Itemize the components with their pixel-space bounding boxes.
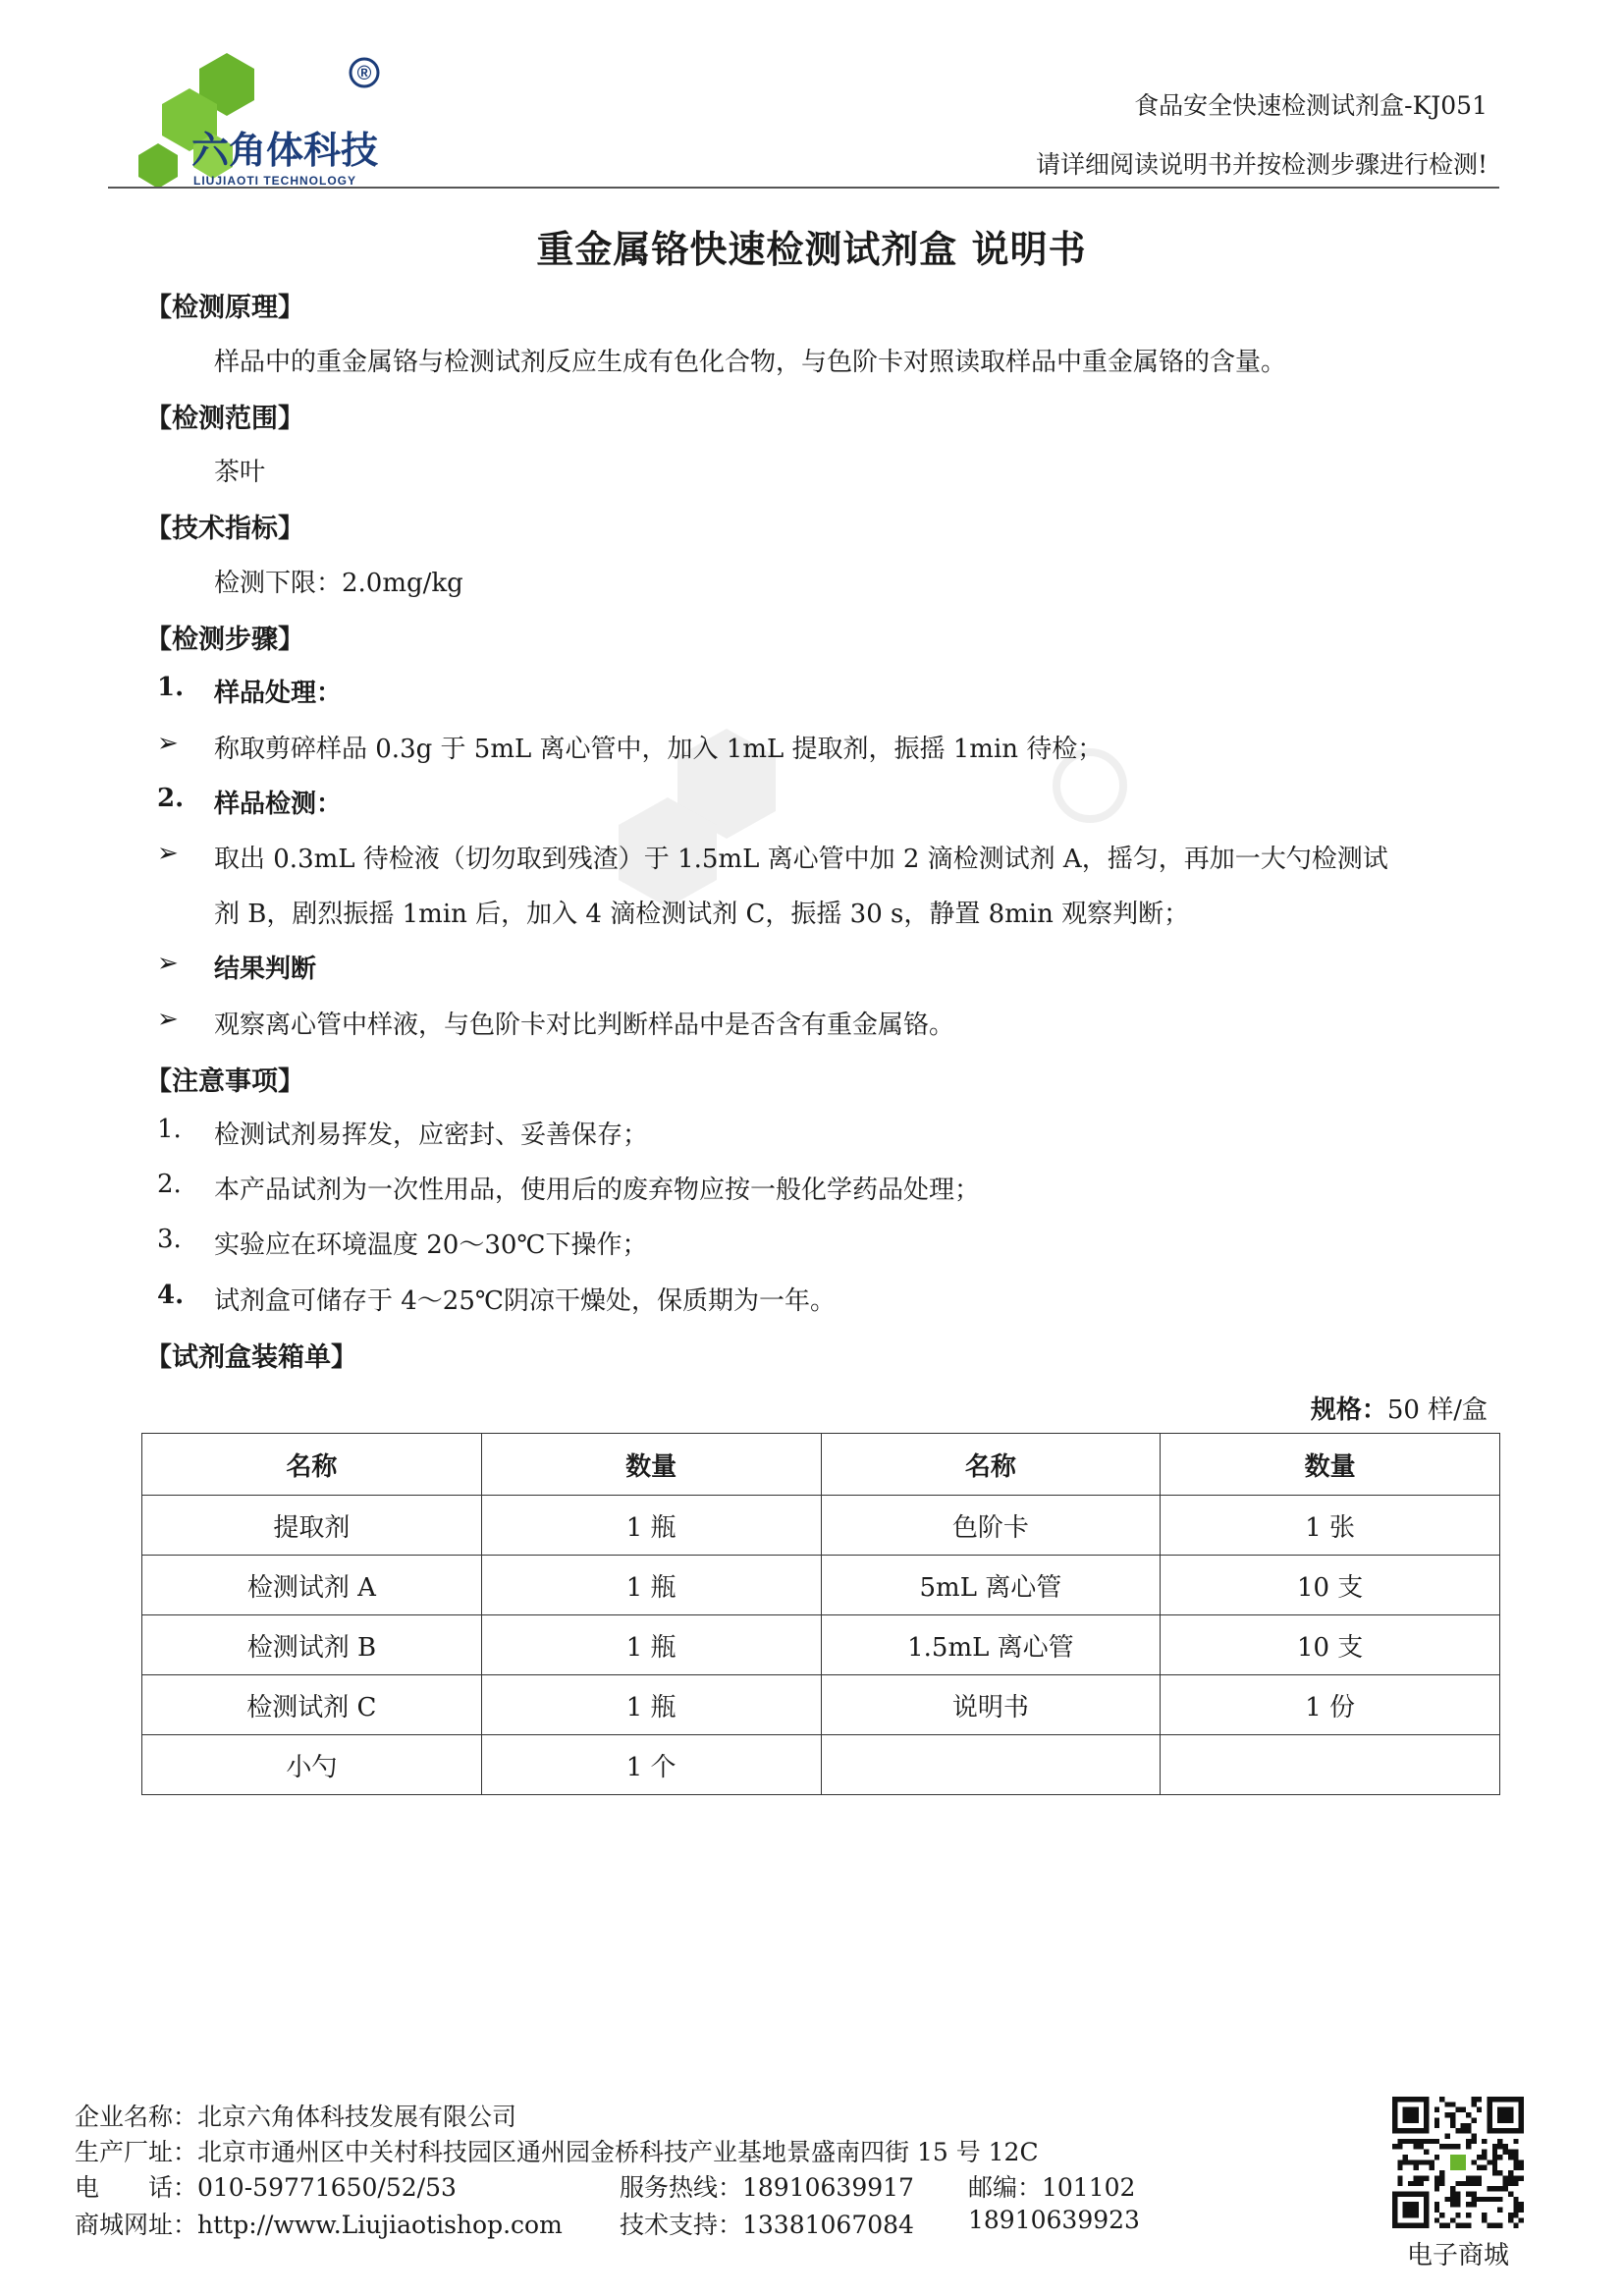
table-cell	[1161, 1735, 1500, 1795]
svg-text:六角体科技: 六角体科技	[191, 129, 379, 172]
scope-heading: 【检测范围】	[145, 404, 304, 434]
table-cell: 小勺	[142, 1735, 482, 1795]
table-cell: 检测试剂 A	[142, 1556, 482, 1615]
table-cell: 色阶卡	[821, 1496, 1161, 1556]
packing-heading: 【试剂盒装箱单】	[145, 1342, 357, 1373]
note-text: 试剂盒可储存于 4～25℃阴凉干燥处，保质期为一年。	[214, 1286, 836, 1316]
step2-number: 2.	[157, 784, 185, 813]
footer-company: 企业名称：北京六角体科技发展有限公司	[75, 2103, 517, 2131]
arrow-bullet-icon: ➢	[157, 949, 179, 978]
product-code-line: 食品安全快速检测试剂盒-KJ051	[1134, 91, 1488, 120]
result-title: 结果判断	[214, 955, 317, 984]
step1-title: 样品处理：	[214, 679, 343, 708]
footer-web-line	[75, 2206, 1140, 2241]
step2-text-line1: 取出 0.3mL 待检液（切勿取到残渣）于 1.5mL 离心管中加 2 滴检测试剂 A，摇匀，再加一大勺检测试	[214, 845, 1388, 874]
note-number: 4.	[157, 1281, 185, 1310]
footer-postcode: 邮编：101102	[968, 2173, 1136, 2202]
header-divider	[108, 187, 1499, 189]
hexagon-logo-icon	[133, 49, 388, 196]
footer-contact-line	[75, 2168, 1136, 2204]
watermark-logo	[599, 727, 1149, 1041]
spec-value: 50 样/盒	[1386, 1395, 1488, 1425]
table-row	[142, 1615, 1500, 1675]
table-row	[142, 1556, 1500, 1615]
footer-address: 生产厂址：北京市通州区中关村科技园区通州园金桥科技产业基地景盛南四街 15 号 12C	[75, 2138, 1039, 2166]
arrow-bullet-icon: ➢	[157, 1005, 179, 1034]
scope-text: 茶叶	[214, 458, 266, 487]
note-text: 本产品试剂为一次性用品，使用后的废弃物应按一般化学药品处理；	[214, 1175, 981, 1205]
principle-text: 样品中的重金属铬与检测试剂反应生成有色化合物，与色阶卡对照读取样品中重金属铬的含量。	[214, 348, 1287, 377]
note-number: 3.	[157, 1225, 182, 1254]
company-logo	[133, 49, 388, 196]
table-cell: 1 张	[1161, 1496, 1500, 1556]
qr-label: 电子商城	[1406, 2241, 1509, 2270]
step1-text: 称取剪碎样品 0.3g 于 5mL 离心管中，加入 1mL 提取剂，振摇 1min 待检；	[214, 735, 1104, 764]
note-text: 检测试剂易挥发，应密封、妥善保存；	[214, 1121, 649, 1150]
qr-code-icon[interactable]	[1392, 2097, 1524, 2228]
watermark-icon	[599, 727, 1149, 1041]
principle-heading: 【检测原理】	[145, 293, 304, 323]
table-cell: 10 支	[1161, 1615, 1500, 1675]
step2-text-line2: 剂 B，剧烈振摇 1min 后，加入 4 滴检测试剂 C，振摇 30 s，静置 8min 观察判断；	[214, 900, 1190, 929]
note-text: 实验应在环境温度 20～30℃下操作；	[214, 1230, 648, 1260]
column-header: 名称	[142, 1434, 482, 1496]
column-header: 数量	[481, 1434, 821, 1496]
document-title: 重金属铬快速检测试剂盒 说明书	[536, 227, 1087, 271]
table-cell: 1 份	[1161, 1675, 1500, 1735]
table-cell: 检测试剂 B	[142, 1615, 482, 1675]
notes-heading: 【注意事项】	[145, 1066, 304, 1097]
arrow-bullet-icon: ➢	[157, 729, 179, 758]
table-cell: 1 瓶	[481, 1615, 821, 1675]
svg-text:LIUJIAOTI TECHNOLOGY: LIUJIAOTI TECHNOLOGY	[193, 174, 357, 188]
table-cell: 说明书	[821, 1675, 1161, 1735]
notice-line: 请详细阅读说明书并按检测步骤进行检测!	[1035, 150, 1488, 179]
footer-phone: 电 话：010-59771650/52/53	[75, 2173, 457, 2202]
table-cell: 1.5mL 离心管	[821, 1615, 1161, 1675]
table-cell: 1 个	[481, 1735, 821, 1795]
table-row	[142, 1496, 1500, 1556]
packing-spec	[1311, 1390, 1488, 1426]
table-cell: 1 瓶	[481, 1556, 821, 1615]
table-cell: 1 瓶	[481, 1496, 821, 1556]
packing-table	[141, 1433, 1500, 1795]
footer-hotline: 服务热线：18910639917	[620, 2173, 914, 2202]
step1-number: 1.	[157, 673, 185, 702]
steps-heading: 【检测步骤】	[145, 625, 304, 655]
footer-support-2: 18910639923	[968, 2206, 1140, 2234]
table-cell: 提取剂	[142, 1496, 482, 1556]
spec-label: 规格：	[1310, 1395, 1387, 1425]
table-cell	[821, 1735, 1161, 1795]
step2-title: 样品检测：	[214, 790, 343, 819]
specs-text: 检测下限：2.0mg/kg	[214, 569, 463, 598]
table-cell: 10 支	[1161, 1556, 1500, 1615]
table-row	[142, 1735, 1500, 1795]
column-header: 数量	[1161, 1434, 1500, 1496]
column-header: 名称	[821, 1434, 1161, 1496]
note-number: 1.	[157, 1115, 182, 1144]
result-text: 观察离心管中样液，与色阶卡对比判断样品中是否含有重金属铬。	[214, 1011, 955, 1040]
specs-heading: 【技术指标】	[145, 514, 304, 544]
table-row	[142, 1675, 1500, 1735]
table-cell: 1 瓶	[481, 1675, 821, 1735]
footer-website[interactable]: 商城网址：http://www.Liujiaotishop.com	[75, 2211, 563, 2239]
arrow-bullet-icon: ➢	[157, 839, 179, 868]
table-cell: 5mL 离心管	[821, 1556, 1161, 1615]
note-number: 2.	[157, 1170, 182, 1199]
svg-text:®: ®	[356, 63, 372, 84]
table-header-row	[142, 1434, 1500, 1496]
table-cell: 检测试剂 C	[142, 1675, 482, 1735]
footer-support: 技术支持：13381067084	[620, 2211, 914, 2239]
